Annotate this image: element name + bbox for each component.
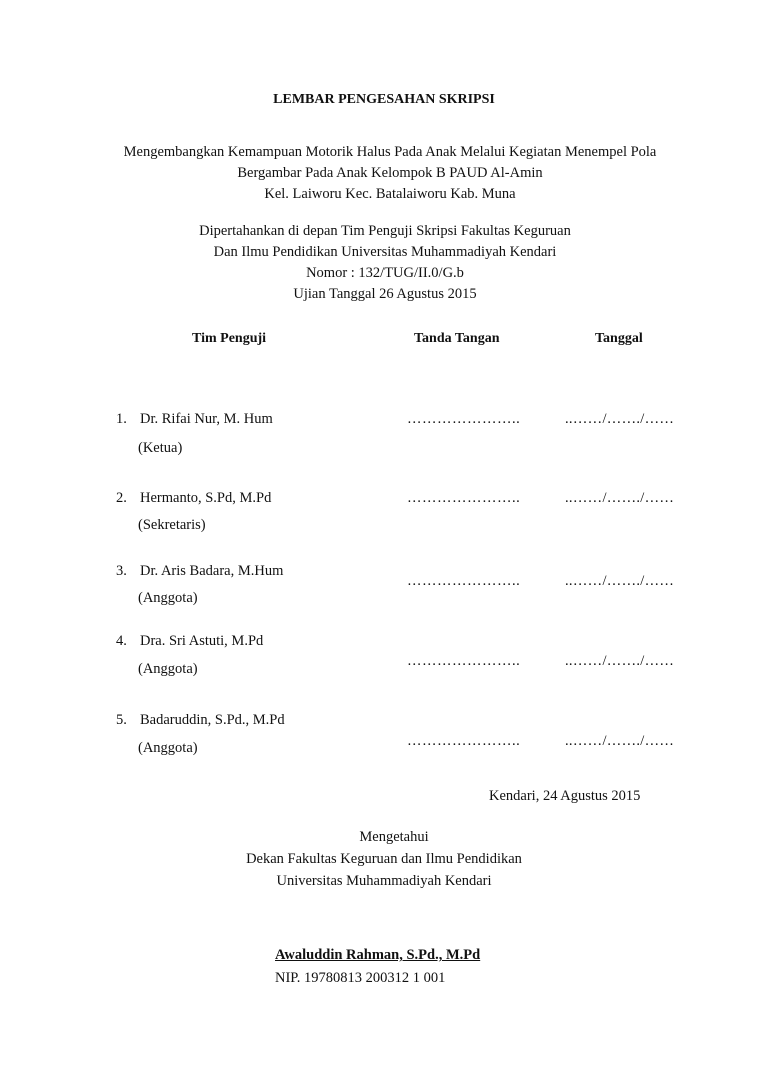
exam-number: Nomor : 132/TUG/II.0/G.b [306,265,464,281]
signature-line: ………………….. [407,411,521,427]
examiner-name: Badaruddin, S.Pd., M.Pd [140,712,285,728]
signature-line: ………………….. [407,653,521,669]
defense-info [80,221,690,305]
thesis-title-line: Mengembangkan Kemampuan Motorik Halus Pada Anak Melalui Kegiatan Menempel Pola [123,144,657,160]
acknowledgement-block [0,826,768,892]
header-examiner-team: Tim Penguji [192,331,267,346]
document-title: LEMBAR PENGESAHAN SKRIPSI [273,92,495,107]
thesis-title-line: Kel. Laiworu Kec. Batalaiworu Kab. Muna [264,186,516,202]
header-signature: Tanda Tangan [414,331,500,346]
signer-name: Awaluddin Rahman, S.Pd., M.Pd [275,947,481,963]
dean-title: Dekan Fakultas Keguruan dan Ilmu Pendidikan [246,851,522,867]
defense-line: Dan Ilmu Pendidikan Universitas Muhammadiyah Kendari [213,244,557,260]
date-line: ..……/……./…… [565,411,675,427]
examiner-name: Dra. Sri Astuti, M.Pd [140,633,264,649]
examiner-role: (Anggota) [138,740,198,756]
university-name: Universitas Muhammadiyah Kendari [276,873,492,889]
signer-nip: NIP. 19780813 200312 1 001 [275,970,446,986]
header-date: Tanggal [595,331,643,346]
examiner-name: Dr. Rifai Nur, M. Hum [140,411,273,427]
examiner-role: (Anggota) [138,590,198,606]
signature-line: ………………….. [407,490,521,506]
exam-date: Ujian Tanggal 26 Agustus 2015 [293,286,477,302]
defense-line: Dipertahankan di depan Tim Penguji Skripsi Fakultas Keguruan [199,223,571,239]
examiner-role: (Ketua) [138,440,183,456]
date-line: ..……/……./…… [565,653,675,669]
thesis-title [80,142,700,205]
date-line: ..……/……./…… [565,490,675,506]
row-number: 2. [116,490,127,506]
signature-line: ………………….. [407,733,521,749]
row-number: 3. [116,563,127,579]
date-line: ..……/……./…… [565,733,675,749]
row-number: 1. [116,411,127,427]
row-number: 5. [116,712,127,728]
signature-line: ………………….. [407,573,521,589]
date-line: ..……/……./…… [565,573,675,589]
thesis-title-line: Bergambar Pada Anak Kelompok B PAUD Al-Amin [237,165,543,181]
acknowledge-label: Mengetahui [359,829,429,845]
examiner-name: Dr. Aris Badara, M.Hum [140,563,284,579]
examiner-role: (Anggota) [138,661,198,677]
row-number: 4. [116,633,127,649]
place-and-date: Kendari, 24 Agustus 2015 [489,788,641,804]
examiner-name: Hermanto, S.Pd, M.Pd [140,490,272,506]
examiner-role: (Sekretaris) [138,517,206,533]
